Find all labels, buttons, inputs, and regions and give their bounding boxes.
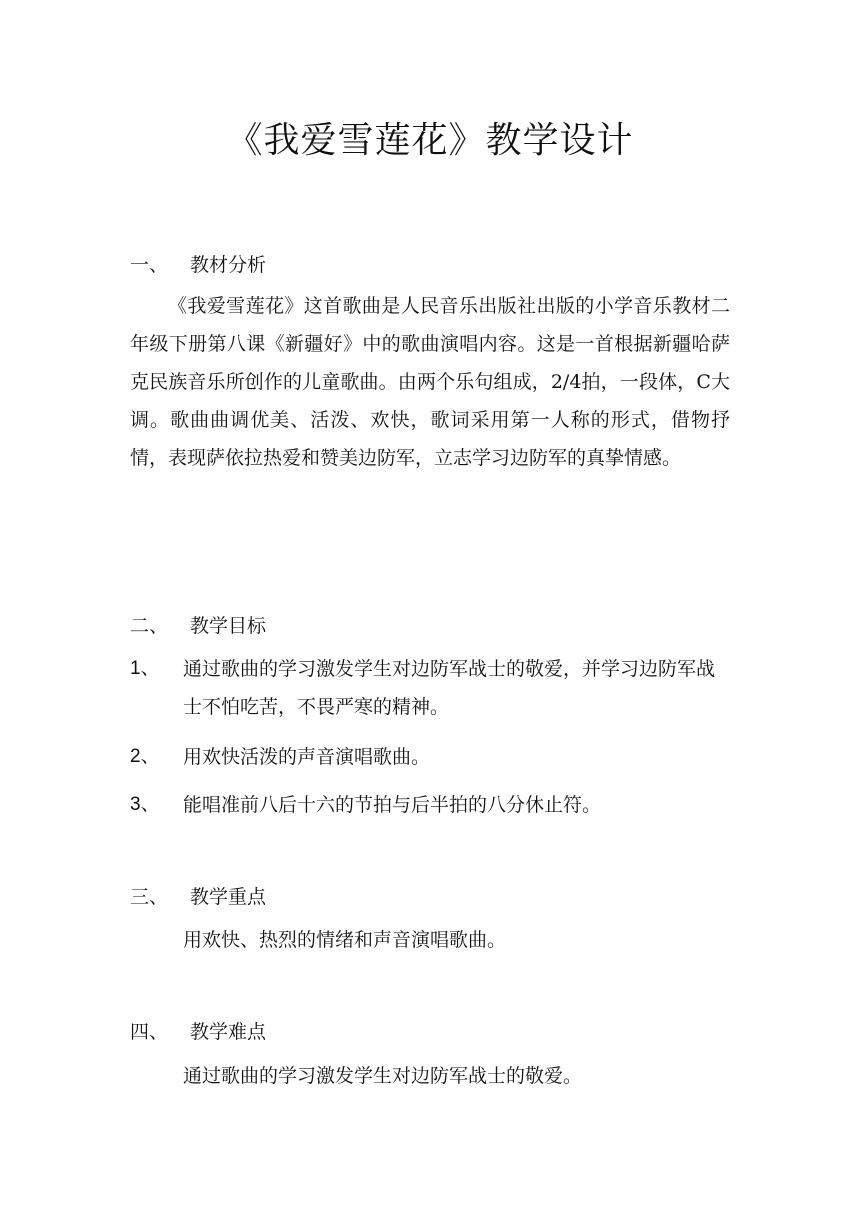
section-title: 教材分析	[190, 254, 267, 276]
section-number: 三、	[130, 886, 169, 908]
list-text: 能唱准前八后十六的节拍与后半拍的八分休止符。	[183, 794, 602, 816]
list-number: 1、	[130, 658, 160, 679]
section-number: 一、	[130, 254, 169, 276]
list-text: 用欢快活泼的声音演唱歌曲。	[183, 746, 431, 768]
section-heading-2	[130, 611, 266, 638]
objective-item-1	[130, 650, 730, 726]
key-point-text: 用欢快、热烈的情绪和声音演唱歌曲。	[183, 929, 507, 951]
section-heading-1	[130, 250, 266, 277]
section-heading-4	[130, 1017, 266, 1044]
section-1-paragraph: 《我爱雪莲花》这首歌曲是人民音乐出版社出版的小学音乐教材二年级下册第八课《新疆好》中的歌曲演唱内容。这是一首根据新疆哈萨克民族音乐所创作的儿童歌曲。由两个乐句组成，2/4拍，一段体，C大调。歌曲曲调优美、活泼、欢快，歌词采用第一人称的形式，借物抒情，表现萨依拉热爱和赞美边防军，立志学习边防军的真挚情感。	[130, 295, 730, 469]
section-number: 四、	[130, 1021, 169, 1043]
list-text: 通过歌曲的学习激发学生对边防军战士的敬爱，并学习边防军战士不怕吃苦，不畏严寒的精神。	[183, 658, 716, 718]
objective-item-2	[130, 738, 730, 776]
list-number: 2、	[130, 746, 160, 767]
section-number: 二、	[130, 615, 169, 637]
section-title: 教学重点	[190, 886, 267, 908]
section-heading-3	[130, 882, 266, 909]
objective-item-3	[130, 786, 730, 824]
list-number: 3、	[130, 794, 160, 815]
document-title: 《我爱雪莲花》教学设计	[226, 120, 634, 161]
section-title: 教学目标	[190, 615, 267, 637]
difficulty-text: 通过歌曲的学习激发学生对边防军战士的敬爱。	[183, 1065, 583, 1087]
section-title: 教学难点	[190, 1021, 267, 1043]
